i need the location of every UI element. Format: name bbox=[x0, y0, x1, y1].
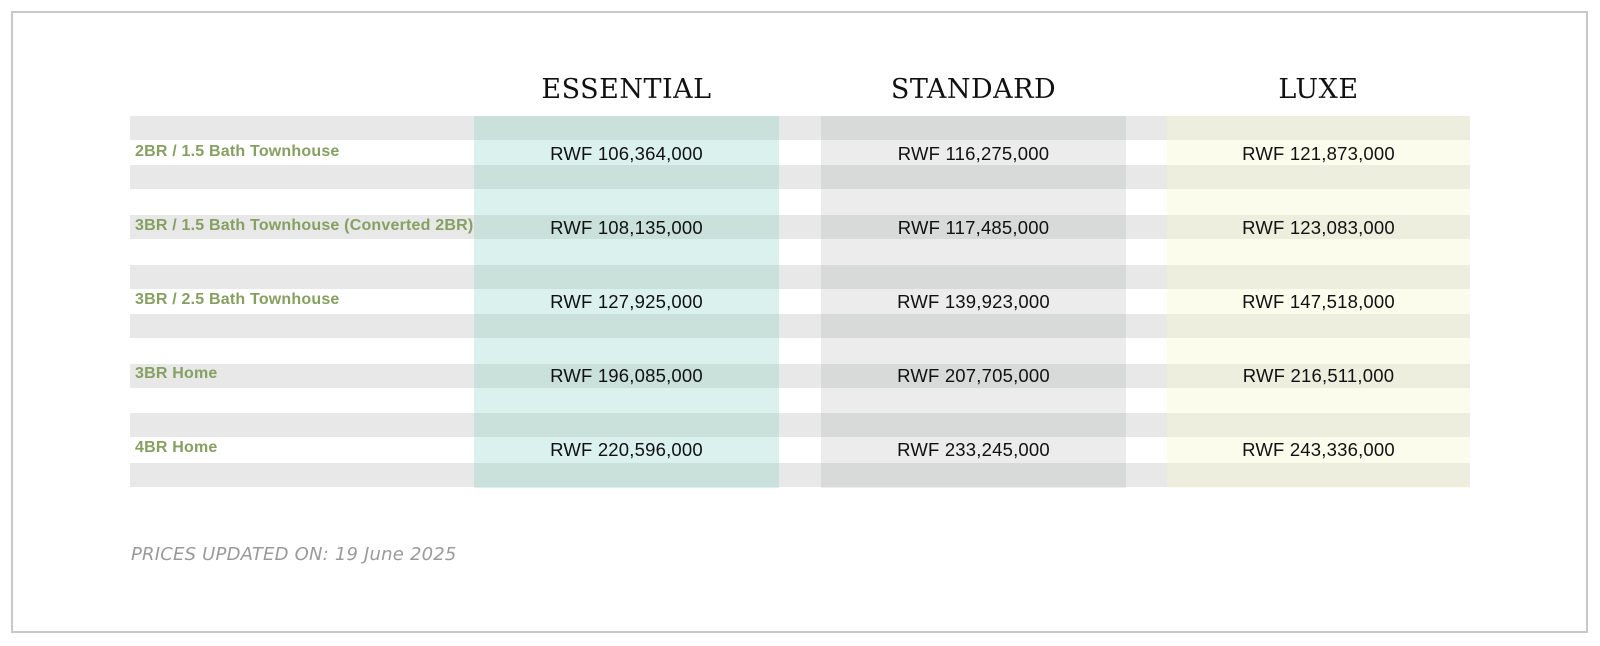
price-standard: RWF 117,485,000 bbox=[897, 217, 1050, 238]
price-essential: RWF 108,135,000 bbox=[550, 217, 703, 238]
price-essential: RWF 196,085,000 bbox=[550, 365, 703, 386]
price-essential: RWF 106,364,000 bbox=[550, 143, 703, 164]
price-luxe: RWF 216,511,000 bbox=[1242, 365, 1395, 386]
price-luxe: RWF 147,518,000 bbox=[1242, 291, 1395, 312]
essential-header: ESSENTIAL bbox=[541, 74, 712, 105]
price-essential: RWF 220,596,000 bbox=[550, 439, 703, 460]
standard-header: STANDARD bbox=[890, 74, 1057, 105]
prices-updated-note: PRICES UPDATED ON: 19 June 2025 bbox=[131, 544, 457, 565]
row-label-4br-home: 4BR Home bbox=[135, 439, 218, 456]
luxe-header: LUXE bbox=[1278, 74, 1359, 105]
row-label-3br-converted: 3BR / 1.5 Bath Townhouse (Converted 2BR) bbox=[135, 217, 474, 234]
row-label-3br-home: 3BR Home bbox=[135, 365, 218, 382]
price-standard: RWF 233,245,000 bbox=[897, 439, 1050, 460]
price-luxe: RWF 121,873,000 bbox=[1242, 143, 1395, 164]
price-standard: RWF 207,705,000 bbox=[897, 365, 1050, 386]
row-label-2br-townhouse: 2BR / 1.5 Bath Townhouse bbox=[135, 143, 340, 160]
price-luxe: RWF 243,336,000 bbox=[1242, 439, 1395, 460]
price-essential: RWF 127,925,000 bbox=[550, 291, 703, 312]
price-standard: RWF 139,923,000 bbox=[897, 291, 1050, 312]
row-label-3br-townhouse: 3BR / 2.5 Bath Townhouse bbox=[135, 291, 340, 308]
price-standard: RWF 116,275,000 bbox=[897, 143, 1050, 164]
price-luxe: RWF 123,083,000 bbox=[1242, 217, 1395, 238]
